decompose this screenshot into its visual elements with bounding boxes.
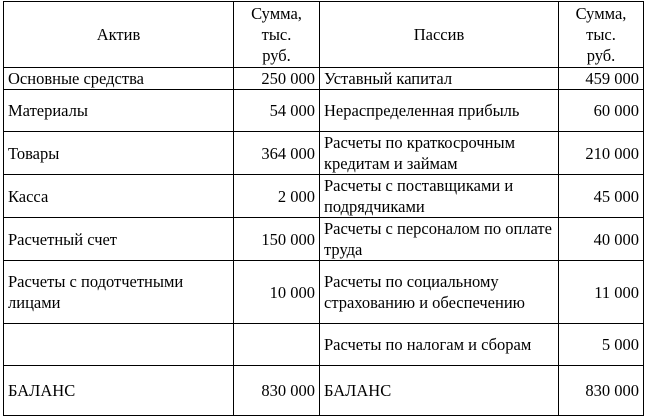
total-liability-label: БАЛАНС [320,366,559,416]
header-asset: Актив [4,2,234,68]
liability-name: Уставный капитал [320,68,559,90]
liability-name: Нераспределенная прибыль [320,90,559,132]
total-liability-sum: 830 000 [559,366,644,416]
liability-sum: 5 000 [559,324,644,366]
liability-sum: 459 000 [559,68,644,90]
liability-name: Расчеты по социальному страхованию и обеспечению [320,261,559,324]
asset-sum: 150 000 [234,218,320,261]
total-asset-label: БАЛАНС [4,366,234,416]
asset-name: Расчетный счет [4,218,234,261]
liability-name: Расчеты с персоналом по оплате труда [320,218,559,261]
asset-sum: 250 000 [234,68,320,90]
asset-name: Основные средства [4,68,234,90]
asset-sum: 54 000 [234,90,320,132]
liability-name: Расчеты по налогам и сборам [320,324,559,366]
asset-sum: 364 000 [234,132,320,175]
header-liability: Пассив [320,2,559,68]
asset-name: Касса [4,175,234,218]
balance-sheet-table [3,1,644,416]
header-liability-sum: Сумма, тыс. руб. [559,2,644,68]
liability-sum: 45 000 [559,175,644,218]
asset-sum [234,324,320,366]
liability-sum: 11 000 [559,261,644,324]
header-asset-sum: Сумма, тыс. руб. [234,2,320,68]
liability-sum: 60 000 [559,90,644,132]
asset-name: Материалы [4,90,234,132]
table-row [4,132,644,175]
liability-name: Расчеты с поставщиками и подрядчиками [320,175,559,218]
asset-sum: 2 000 [234,175,320,218]
liability-name: Расчеты по краткосрочным кредитам и займам [320,132,559,175]
table-row [4,90,644,132]
table-header-row [4,2,644,68]
liability-sum: 210 000 [559,132,644,175]
table-row [4,175,644,218]
asset-name: Товары [4,132,234,175]
asset-name [4,324,234,366]
table-row [4,68,644,90]
total-row [4,366,644,416]
table-row [4,218,644,261]
total-asset-sum: 830 000 [234,366,320,416]
table-row [4,324,644,366]
asset-sum: 10 000 [234,261,320,324]
liability-sum: 40 000 [559,218,644,261]
table-row [4,261,644,324]
asset-name: Расчеты с подотчетными лицами [4,261,234,324]
